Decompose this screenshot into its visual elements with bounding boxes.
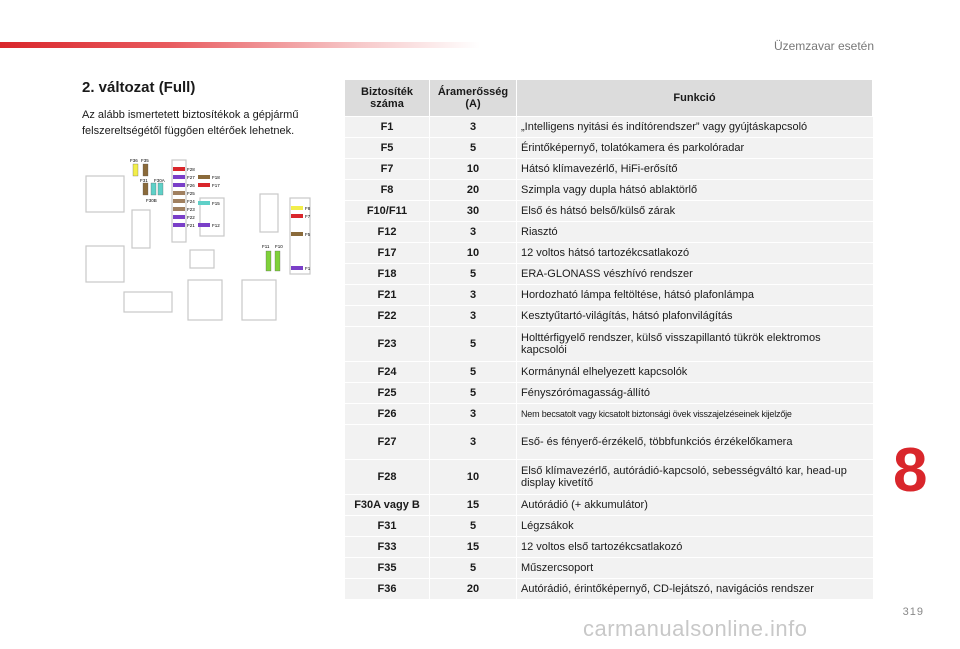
label-f15: F15 [212,201,220,206]
label-f24: F24 [187,199,195,204]
diagram-block [260,194,278,232]
table-row [345,327,873,362]
label-f10: F10 [275,244,283,249]
fuse-f12 [198,223,210,227]
table-row [345,264,873,285]
label-f8: F8 [305,206,311,211]
cell-fuse: F17 [345,243,430,264]
cell-amperage: 3 [430,285,517,306]
cell-fuse: F12 [345,222,430,243]
table-row [345,117,873,138]
label-f5: F5 [305,232,311,237]
fuse-f24 [173,199,185,203]
cell-fuse: F7 [345,159,430,180]
table-row [345,243,873,264]
cell-fuse: F5 [345,138,430,159]
label-f30a: F30A [154,178,165,183]
cell-function: ERA-GLONASS vészhívó rendszer [517,264,873,285]
cell-fuse: F31 [345,516,430,537]
fuse-f10 [275,251,280,271]
cell-amperage: 10 [430,159,517,180]
header-accent-bar [0,42,480,48]
table-row [345,579,873,600]
table-row [345,516,873,537]
cell-fuse: F36 [345,579,430,600]
cell-amperage: 5 [430,264,517,285]
table-row [345,201,873,222]
cell-function: Műszercsoport [517,558,873,579]
cell-amperage: 3 [430,425,517,460]
cell-function: Fényszórómagasság-állító [517,383,873,404]
cell-function: Kesztyűtartó-világítás, hátsó plafonvilágítás [517,306,873,327]
table-row [345,285,873,306]
label-f30b: F30B [146,198,157,203]
cell-function: Holttérfigyelő rendszer, külső visszapillantó tükrök elektromos kapcsolói [517,327,873,362]
table-row [345,138,873,159]
column-header-fuse: Biztosíték száma [345,80,430,117]
column-header-amperage: Áramerősség (A) [430,80,517,117]
fuse-table [344,79,873,600]
cell-function: Hátsó klímavezérlő, HiFi-erősítő [517,159,873,180]
diagram-block [242,280,276,320]
label-f11: F11 [262,244,270,249]
table-row [345,180,873,201]
cell-function: Autórádió (+ akkumulátor) [517,495,873,516]
cell-amperage: 3 [430,117,517,138]
cell-amperage: 3 [430,404,517,425]
fuse-f30a [151,183,156,195]
label-f12: F12 [212,223,220,228]
label-f35: F35 [141,158,149,163]
label-f27: F27 [187,175,195,180]
cell-function: „Intelligens nyitási és indítórendszer” vagy gyújtáskapcsoló [517,117,873,138]
fuse-f22 [173,215,185,219]
table-row [345,537,873,558]
cell-function: Nem becsatolt vagy kicsatolt biztonsági övek visszajelzéseinek kijelzője [517,404,873,425]
cell-fuse: F30A vagy B [345,495,430,516]
cell-function: Első klímavezérlő, autórádió-kapcsoló, sebességváltó kar, head-up display kivetítő [517,460,873,495]
chapter-number: 8 [893,436,928,505]
cell-fuse: F33 [345,537,430,558]
table-row [345,425,873,460]
cell-amperage: 3 [430,222,517,243]
fuse-f36 [133,164,138,176]
cell-fuse: F10/F11 [345,201,430,222]
label-f17: F17 [212,183,220,188]
cell-amperage: 3 [430,306,517,327]
table-header-row [345,80,873,117]
intro-text: Az alább ismertetett biztosítékok a gépjármű felszereltségétől függően eltérőek lehetnek. [82,109,299,137]
fuse-f35 [143,164,148,176]
cell-function: Riasztó [517,222,873,243]
cell-fuse: F26 [345,404,430,425]
cell-amperage: 5 [430,558,517,579]
cell-amperage: 20 [430,579,517,600]
label-f23: F23 [187,207,195,212]
watermark-link[interactable]: carmanualsonline.info [583,616,808,641]
cell-amperage: 5 [430,327,517,362]
diagram-block [188,280,222,320]
cell-function: 12 voltos hátsó tartozékcsatlakozó [517,243,873,264]
cell-amperage: 10 [430,460,517,495]
cell-amperage: 30 [430,201,517,222]
cell-function: Eső- és fényerő-érzékelő, többfunkciós érzékelőkamera [517,425,873,460]
diagram-block [86,176,124,212]
cell-amperage: 5 [430,516,517,537]
label-f18: F18 [212,175,220,180]
table-row [345,558,873,579]
diagram-block [132,210,150,248]
label-f1: F1 [305,266,311,271]
cell-fuse: F28 [345,460,430,495]
fuse-f27 [173,175,185,179]
table-row [345,495,873,516]
fuse-box-diagram [82,152,322,324]
table-row [345,404,873,425]
fuse-f21 [173,223,185,227]
cell-amperage: 20 [430,180,517,201]
fuse-f1 [291,266,303,270]
cell-function: Hordozható lámpa feltöltése, hátsó plafonlámpa [517,285,873,306]
cell-fuse: F27 [345,425,430,460]
cell-function: Autórádió, érintőképernyő, CD-lejátszó, navigációs rendszer [517,579,873,600]
fuse-f28 [173,167,185,171]
cell-fuse: F8 [345,180,430,201]
cell-function: Légzsákok [517,516,873,537]
table-row [345,222,873,243]
cell-function: Érintőképernyő, tolatókamera és parkolóradar [517,138,873,159]
cell-function: Szimpla vagy dupla hátsó ablaktörlő [517,180,873,201]
fuse-f5 [291,232,303,236]
cell-fuse: F22 [345,306,430,327]
table-row [345,383,873,404]
label-f7: F7 [305,214,311,219]
diagram-block [190,250,214,268]
cell-amperage: 5 [430,138,517,159]
fuse-f11 [266,251,271,271]
fuse-f25 [173,191,185,195]
page-heading: 2. változat (Full) [82,79,196,96]
fuse-f15 [198,201,210,205]
table-row [345,306,873,327]
cell-fuse: F18 [345,264,430,285]
table-row [345,159,873,180]
diagram-block [124,292,172,312]
label-f28: F28 [187,167,195,172]
cell-function: 12 voltos első tartozékcsatlakozó [517,537,873,558]
fuse-f26 [173,183,185,187]
label-f22: F22 [187,215,195,220]
cell-fuse: F24 [345,362,430,383]
cell-fuse: F1 [345,117,430,138]
fuse-f17 [198,183,210,187]
cell-amperage: 10 [430,243,517,264]
page-number: 319 [902,606,924,618]
cell-function: Kormánynál elhelyezett kapcsolók [517,362,873,383]
fuse-f7 [291,214,303,218]
section-title: Üzemzavar esetén [773,39,874,53]
cell-fuse: F25 [345,383,430,404]
cell-fuse: F21 [345,285,430,306]
fuse-f8 [291,206,303,210]
cell-function: Első és hátsó belső/külső zárak [517,201,873,222]
label-f31: F31 [140,178,148,183]
label-f36: F36 [130,158,138,163]
label-f26: F26 [187,183,195,188]
cell-amperage: 5 [430,383,517,404]
cell-fuse: F23 [345,327,430,362]
label-f21: F21 [187,223,195,228]
column-header-function: Funkció [517,80,873,117]
table-row [345,460,873,495]
fuse-f31 [143,183,148,195]
fuse-f18 [198,175,210,179]
table-row [345,362,873,383]
cell-amperage: 15 [430,537,517,558]
cell-amperage: 5 [430,362,517,383]
fuse-f23 [173,207,185,211]
fuse-f30b [158,183,163,195]
cell-amperage: 15 [430,495,517,516]
label-f25: F25 [187,191,195,196]
diagram-block [86,246,124,282]
cell-fuse: F35 [345,558,430,579]
